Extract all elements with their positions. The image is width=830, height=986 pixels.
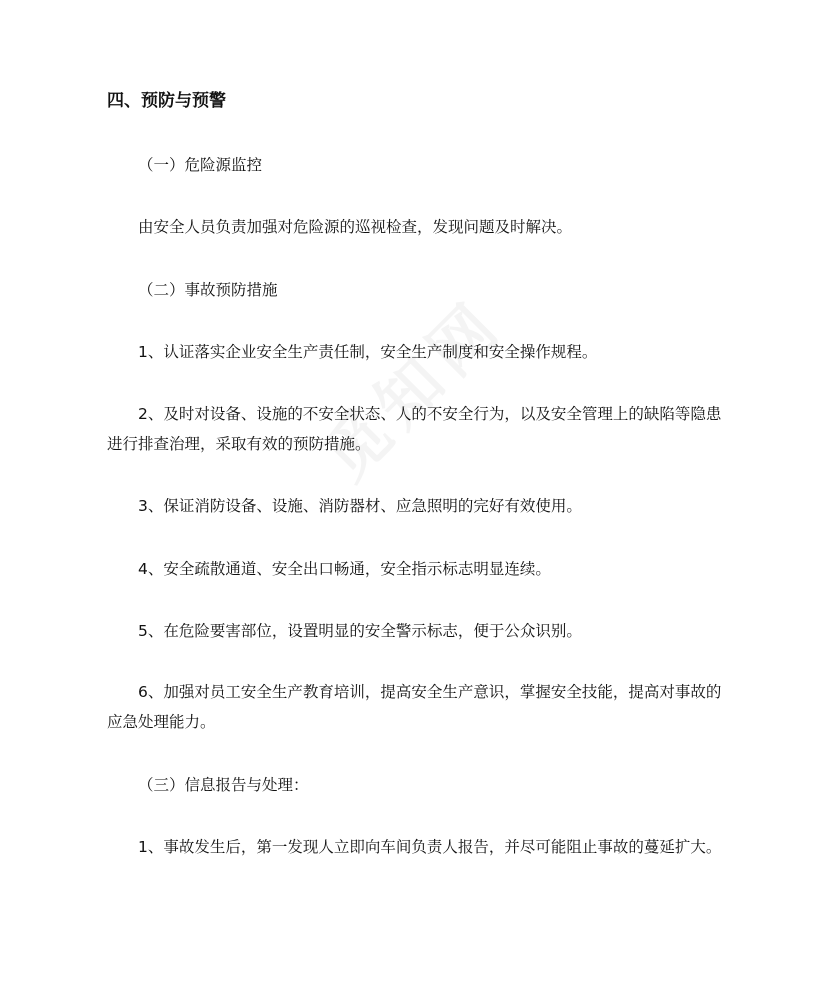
section-heading: 四、预防与预警: [107, 91, 226, 111]
subsection-title-1: （一）危险源监控: [138, 156, 263, 174]
watermark: [271, 247, 548, 524]
subsection-title-2: （二）事故预防措施: [138, 281, 278, 299]
subsection-title-3: （三）信息报告与处理：: [138, 776, 309, 794]
list-item: 4、安全疏散通道、安全出口畅通，安全指示标志明显连续。: [138, 560, 551, 578]
subsection-1-text: 由安全人员负责加强对危险源的巡视检查，发现问题及时解决。: [138, 218, 573, 236]
list-item: 3、保证消防设备、设施、消防器材、应急照明的完好有效使用。: [138, 497, 582, 515]
list-item: 1、事故发生后，第一发现人立即向车间负责人报告，并尽可能阻止事故的蔓延扩大。: [138, 838, 722, 856]
list-item: 2、及时对设备、设施的不安全状态、人的不安全行为，以及安全管理上的缺陷等隐患进行排查治理，采取有效的预防措施。: [107, 405, 722, 453]
list-item: 5、在危险要害部位，设置明显的安全警示标志，便于公众识别。: [138, 622, 582, 640]
list-item: 6、加强对员工安全生产教育培训，提高安全生产意识，掌握安全技能，提高对事故的应急处理能力。: [107, 683, 722, 731]
list-item: 1、认证落实企业安全生产责任制，安全生产制度和安全操作规程。: [138, 343, 598, 361]
